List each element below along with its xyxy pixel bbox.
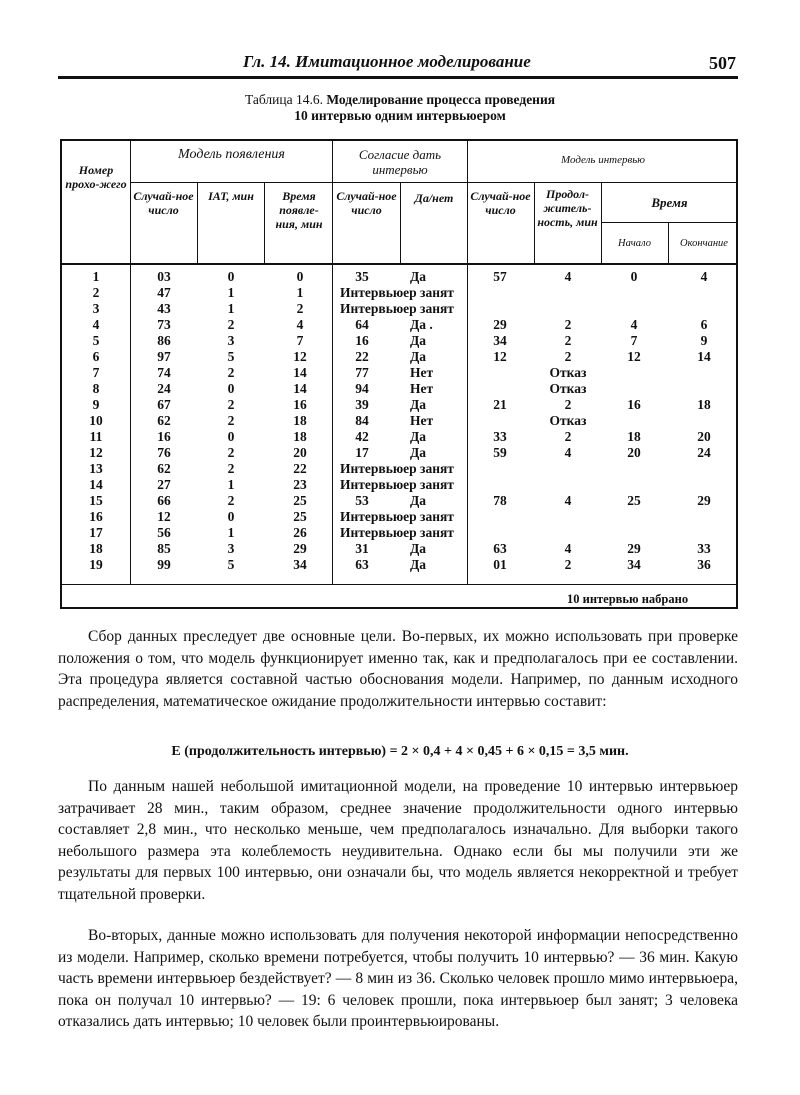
cell-crnd: 17 <box>355 445 369 460</box>
simulation-table <box>60 139 738 609</box>
cell-arr: 14 <box>293 365 307 380</box>
cell-dur: 2 <box>564 349 572 364</box>
cell-end: 36 <box>697 557 711 572</box>
cell-iat: 1 <box>227 301 235 316</box>
table-footer: 10 интервью набрано <box>567 592 689 606</box>
cell-num: 15 <box>89 493 103 508</box>
cell-arr: 14 <box>293 381 307 396</box>
cell-dur: 2 <box>564 557 572 572</box>
formula: E (продолжительность интервью) = 2 × 0,4 + 4 × 0,45 + 6 × 0,15 = 3,5 мин. <box>171 744 629 759</box>
header-interview-duration: Продол-житель-ность, мин <box>537 187 598 229</box>
cell-yn: Да <box>410 541 427 556</box>
cell-dur: Отказ <box>549 413 587 428</box>
cell-irnd: 01 <box>493 557 507 572</box>
cell-start: 0 <box>630 269 638 284</box>
cell-iat: 2 <box>227 365 235 380</box>
cell-num: 16 <box>89 509 103 524</box>
cell-arr: 16 <box>293 397 307 412</box>
cell-busy: Интервьюер занят <box>340 477 454 492</box>
cell-iat: 5 <box>227 349 235 364</box>
cell-arr: 25 <box>293 493 307 508</box>
cell-iat: 0 <box>227 269 235 284</box>
cell-busy: Интервьюер занят <box>340 461 454 476</box>
cell-arr: 26 <box>293 525 307 540</box>
cell-end: 9 <box>700 333 708 348</box>
cell-crnd: 77 <box>355 365 369 380</box>
cell-rnd: 16 <box>157 429 171 444</box>
cell-start: 20 <box>627 445 641 460</box>
cell-start: 34 <box>627 557 641 572</box>
cell-iat: 5 <box>227 557 235 572</box>
cell-arr: 25 <box>293 509 307 524</box>
header-interview-model: Модель интервью <box>560 154 646 166</box>
cell-end: 29 <box>697 493 711 508</box>
cell-crnd: 64 <box>355 317 369 332</box>
cell-iat: 2 <box>227 397 235 412</box>
cell-num: 19 <box>89 557 103 572</box>
cell-iat: 2 <box>227 317 235 332</box>
table-caption-title-line2: 10 интервью одним интервьюером <box>294 108 506 123</box>
cell-iat: 1 <box>227 285 235 300</box>
cell-arr: 0 <box>296 269 304 284</box>
cell-end: 4 <box>700 269 708 284</box>
running-title: Гл. 14. Имитационное моделирование <box>243 52 531 71</box>
cell-yn: Да <box>410 557 427 572</box>
header-consent-random: Случай-ное число <box>336 189 397 217</box>
cell-irnd: 21 <box>493 397 507 412</box>
cell-arr: 1 <box>296 285 304 300</box>
cell-crnd: 39 <box>355 397 369 412</box>
cell-yn: Да . <box>410 317 433 332</box>
cell-crnd: 31 <box>355 541 369 556</box>
page-header <box>58 50 738 79</box>
cell-arr: 22 <box>293 461 307 476</box>
paragraph-2: По данным нашей небольшой имитационной модели, на проведение 10 интервью интервьюер затрачивает 28 мин., таким образом, среднее значение продолжительности одного интервью составляет 2,8 мин., что несколько меньше, чем предполагалось изначально. Для выборки такого небольшого размера эта колеблемость неудивительна. Однако если бы мы получили эти же результаты для первых 100 интервью, они означали бы, что модель является некорректной и требует тщательной проверки. <box>58 778 738 903</box>
cell-irnd: 57 <box>493 269 507 284</box>
cell-dur: 4 <box>564 541 572 556</box>
cell-iat: 3 <box>227 541 235 556</box>
cell-rnd: 73 <box>157 317 171 332</box>
cell-busy: Интервьюер занят <box>340 285 454 300</box>
cell-iat: 0 <box>227 429 235 444</box>
cell-arr: 29 <box>293 541 307 556</box>
cell-busy: Интервьюер занят <box>340 301 454 316</box>
cell-yn: Да <box>410 269 427 284</box>
paragraph-1: Сбор данных преследует две основные цели. Во-первых, их можно использовать при проверке положения о том, что модель функционирует именно так, как и предполагалось при ее составлении. Эта процедура является составной частью обоснования модели. Например, по данным исходного распределения, математическое ожидание продолжительности интервью составит: <box>58 628 738 710</box>
cell-arr: 23 <box>293 477 307 492</box>
cell-irnd: 34 <box>493 333 507 348</box>
cell-dur: 4 <box>564 269 572 284</box>
cell-irnd: 63 <box>493 541 507 556</box>
cell-arr: 20 <box>293 445 307 460</box>
cell-num: 12 <box>89 445 103 460</box>
cell-arr: 18 <box>293 413 307 428</box>
header-visitor-number: Номер прохо-жего <box>65 163 127 191</box>
cell-iat: 2 <box>227 461 235 476</box>
cell-num: 4 <box>92 317 100 332</box>
cell-num: 8 <box>92 381 100 396</box>
cell-iat: 3 <box>227 333 235 348</box>
cell-dur: 2 <box>564 397 572 412</box>
cell-iat: 1 <box>227 477 235 492</box>
cell-arr: 12 <box>293 349 307 364</box>
cell-start: 12 <box>627 349 641 364</box>
cell-end: 6 <box>700 317 708 332</box>
header-time-start: Начало <box>618 238 651 249</box>
header-consent: Согласие дать интервью <box>358 147 442 177</box>
cell-rnd: 24 <box>157 381 171 396</box>
cell-yn: Да <box>410 445 427 460</box>
cell-rnd: 47 <box>157 285 171 300</box>
cell-irnd: 29 <box>493 317 507 332</box>
cell-rnd: 12 <box>157 509 171 524</box>
cell-start: 4 <box>630 317 638 332</box>
cell-rnd: 85 <box>157 541 171 556</box>
cell-num: 18 <box>89 541 103 556</box>
cell-yn: Да <box>410 397 427 412</box>
page-number: 507 <box>709 53 736 73</box>
cell-iat: 1 <box>227 525 235 540</box>
cell-rnd: 62 <box>157 461 171 476</box>
cell-crnd: 84 <box>355 413 369 428</box>
cell-rnd: 27 <box>157 477 171 492</box>
cell-crnd: 35 <box>355 269 369 284</box>
cell-num: 11 <box>89 429 103 444</box>
header-time-end: Окончание <box>680 238 728 249</box>
cell-iat: 2 <box>227 493 235 508</box>
cell-rnd: 56 <box>157 525 171 540</box>
cell-busy: Интервьюер занят <box>340 525 454 540</box>
cell-irnd: 78 <box>493 493 507 508</box>
cell-num: 9 <box>92 397 100 412</box>
cell-dur: 2 <box>564 317 572 332</box>
header-interview-random: Случай-ное число <box>470 189 531 217</box>
cell-rnd: 97 <box>157 349 171 364</box>
table-caption-prefix: Таблица 14.6. <box>244 92 323 107</box>
cell-num: 1 <box>92 269 100 284</box>
cell-irnd: 33 <box>493 429 507 444</box>
header-consent-yes-no: Да/нет <box>414 191 454 205</box>
cell-rnd: 76 <box>157 445 171 460</box>
cell-crnd: 53 <box>355 493 369 508</box>
cell-arr: 18 <box>293 429 307 444</box>
cell-rnd: 03 <box>157 269 171 284</box>
cell-rnd: 62 <box>157 413 171 428</box>
cell-rnd: 67 <box>157 397 171 412</box>
cell-start: 16 <box>627 397 641 412</box>
cell-start: 7 <box>630 333 638 348</box>
cell-yn: Да <box>410 493 427 508</box>
cell-arr: 34 <box>293 557 307 572</box>
cell-num: 6 <box>92 349 100 364</box>
cell-irnd: 12 <box>493 349 507 364</box>
cell-num: 13 <box>89 461 103 476</box>
cell-yn: Нет <box>410 381 434 396</box>
cell-yn: Да <box>410 333 427 348</box>
cell-num: 10 <box>89 413 103 428</box>
cell-irnd: 59 <box>493 445 507 460</box>
table-caption-title: Моделирование процесса проведения <box>326 92 556 107</box>
cell-end: 24 <box>697 445 711 460</box>
cell-dur: Отказ <box>549 365 587 380</box>
cell-busy: Интервьюер занят <box>340 509 454 524</box>
cell-num: 3 <box>92 301 100 316</box>
cell-start: 18 <box>627 429 641 444</box>
cell-end: 20 <box>697 429 711 444</box>
cell-num: 2 <box>92 285 100 300</box>
cell-start: 25 <box>627 493 641 508</box>
cell-num: 5 <box>92 333 100 348</box>
cell-end: 18 <box>697 397 711 412</box>
cell-crnd: 63 <box>355 557 369 572</box>
cell-rnd: 74 <box>157 365 171 380</box>
cell-end: 14 <box>697 349 711 364</box>
cell-iat: 0 <box>227 509 235 524</box>
cell-dur: 2 <box>564 333 572 348</box>
cell-rnd: 66 <box>157 493 171 508</box>
cell-dur: 4 <box>564 445 572 460</box>
cell-yn: Нет <box>410 413 434 428</box>
cell-rnd: 43 <box>157 301 171 316</box>
paragraph-3: Во-вторых, данные можно использовать для получения некоторой информации непосредственно из модели. Например, сколько времени потребуется, чтобы получить 10 интервью? — 36 мин. Какую часть времени интервьюер бездействует? — 8 мин из 36. Сколько человек прошло мимо интервьюера, пока он получал 10 интервью? — 19: 6 человек прошли, пока интервьюер был занят; 3 человека отказались дать интервью; 10 человек были проинтервьюированы. <box>58 927 738 1030</box>
cell-iat: 2 <box>227 413 235 428</box>
header-time: Время <box>651 195 688 210</box>
cell-crnd: 94 <box>355 381 369 396</box>
cell-rnd: 86 <box>157 333 171 348</box>
cell-num: 14 <box>89 477 103 492</box>
cell-arr: 2 <box>296 301 304 316</box>
cell-start: 29 <box>627 541 641 556</box>
cell-yn: Да <box>410 429 427 444</box>
cell-iat: 2 <box>227 445 235 460</box>
cell-arr: 7 <box>296 333 304 348</box>
cell-end: 33 <box>697 541 711 556</box>
cell-crnd: 42 <box>355 429 369 444</box>
cell-yn: Нет <box>410 365 434 380</box>
cell-crnd: 22 <box>355 349 369 364</box>
cell-iat: 0 <box>227 381 235 396</box>
table-caption <box>0 92 800 124</box>
cell-rnd: 99 <box>157 557 171 572</box>
cell-crnd: 16 <box>355 333 369 348</box>
cell-num: 7 <box>92 365 100 380</box>
cell-arr: 4 <box>296 317 304 332</box>
cell-dur: 4 <box>564 493 572 508</box>
cell-yn: Да <box>410 349 427 364</box>
cell-dur: Отказ <box>549 381 587 396</box>
header-arrival-time: Время появле-ния, мин <box>275 189 323 231</box>
header-arrival-model: Модель появления <box>178 147 285 162</box>
cell-dur: 2 <box>564 429 572 444</box>
header-arrival-random: Случай-ное число <box>133 189 194 217</box>
header-arrival-iat: IAT, мин <box>208 189 254 203</box>
cell-num: 17 <box>89 525 103 540</box>
